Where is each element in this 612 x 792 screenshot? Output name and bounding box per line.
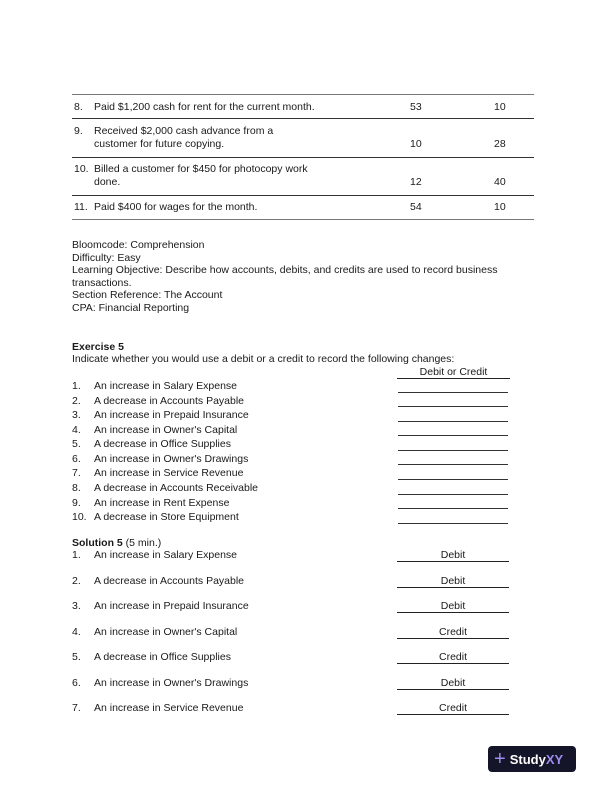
- item-number: 10.: [72, 511, 87, 523]
- item-number: 5.: [72, 438, 81, 450]
- table-rule: [72, 157, 534, 158]
- item-number: 4.: [72, 424, 81, 436]
- item-number: 6.: [72, 453, 81, 465]
- debit-account: 10: [410, 138, 422, 150]
- item-text: An increase in Service Revenue: [94, 467, 244, 479]
- item-number: 1.: [72, 380, 81, 392]
- section-reference: Section Reference: The Account: [72, 289, 223, 302]
- item-number: 3.: [72, 600, 81, 612]
- column-header: Debit or Credit: [397, 366, 510, 379]
- item-number: 6.: [72, 677, 81, 689]
- credit-account: 10: [494, 201, 506, 213]
- table-bottom-rule: [72, 219, 534, 220]
- table-top-rule: [72, 94, 534, 95]
- logo-text-accent: XY: [545, 751, 564, 767]
- answer-blank[interactable]: [398, 523, 508, 524]
- item-text: A decrease in Accounts Receivable: [94, 482, 259, 494]
- item-text: A decrease in Accounts Payable: [94, 575, 245, 587]
- debit-account: 54: [410, 201, 422, 213]
- item-text: A decrease in Office Supplies: [94, 651, 231, 663]
- answer-blank[interactable]: [398, 392, 508, 393]
- solution-heading: [72, 537, 161, 549]
- item-text: An increase in Owner's Drawings: [94, 677, 249, 689]
- item-number: 7.: [72, 467, 81, 479]
- item-number: 2.: [72, 395, 81, 407]
- row-description: Received $2,000 cash advance from a: [94, 125, 274, 137]
- answer-blank[interactable]: [398, 406, 508, 407]
- answer-value: Credit: [397, 702, 509, 715]
- row-number: 8.: [74, 101, 83, 113]
- credit-account: 40: [494, 176, 506, 188]
- plus-icon: +: [494, 748, 506, 770]
- answer-value: Credit: [397, 626, 509, 639]
- item-number: 5.: [72, 651, 81, 663]
- item-text: An increase in Prepaid Insurance: [94, 600, 249, 612]
- credit-account: 28: [494, 138, 506, 150]
- item-text: An increase in Service Revenue: [94, 702, 244, 714]
- row-description-cont: done.: [94, 176, 121, 188]
- table-rule: [72, 118, 534, 119]
- exercise-instruction: Indicate whether you would use a debit or a credit to record the following changes:: [72, 353, 455, 365]
- solution-title: Solution 5: [72, 537, 123, 549]
- answer-blank[interactable]: [398, 479, 508, 480]
- bloomcode: Bloomcode: Comprehension: [72, 239, 205, 251]
- answer-blank[interactable]: [398, 450, 508, 451]
- studyxy-logo[interactable]: [488, 746, 576, 772]
- answer-blank[interactable]: [398, 421, 508, 422]
- answer-blank[interactable]: [398, 494, 508, 495]
- answer-blank[interactable]: [398, 508, 508, 509]
- exercise-title: Exercise 5: [72, 341, 124, 353]
- row-description: Paid $400 for wages for the month.: [94, 201, 258, 213]
- debit-account: 12: [410, 176, 422, 188]
- row-description-cont: customer for future copying.: [94, 138, 225, 150]
- learning-objective-cont: transactions.: [72, 276, 132, 289]
- item-number: 9.: [72, 497, 81, 509]
- row-number: 9.: [74, 125, 83, 137]
- row-number: 11.: [74, 201, 88, 213]
- answer-blank[interactable]: [398, 435, 508, 436]
- learning-objective: Learning Objective: Describe how accounts, debits, and credits are used to record business: [72, 264, 498, 277]
- question-metadata: [72, 239, 542, 315]
- item-text: An increase in Owner's Capital: [94, 424, 238, 436]
- item-text: A decrease in Office Supplies: [94, 438, 231, 450]
- credit-account: 10: [494, 101, 506, 113]
- item-text: An increase in Owner's Capital: [94, 626, 238, 638]
- item-number: 2.: [72, 575, 81, 587]
- item-text: An increase in Salary Expense: [94, 549, 237, 561]
- table-rule: [72, 195, 534, 196]
- row-number: 10.: [74, 163, 89, 175]
- answer-value: Credit: [397, 651, 509, 664]
- answer-blank[interactable]: [398, 464, 508, 465]
- item-text: A decrease in Accounts Payable: [94, 395, 245, 407]
- item-number: 4.: [72, 626, 81, 638]
- answer-value: Debit: [397, 677, 509, 690]
- item-text: An increase in Owner's Drawings: [94, 453, 249, 465]
- item-number: 3.: [72, 409, 81, 421]
- item-number: 8.: [72, 482, 81, 494]
- answer-value: Debit: [397, 600, 509, 613]
- item-text: A decrease in Store Equipment: [94, 511, 239, 523]
- answer-value: Debit: [397, 549, 509, 562]
- item-number: 7.: [72, 702, 81, 714]
- item-text: An increase in Prepaid Insurance: [94, 409, 249, 421]
- logo-text-main: Study: [509, 751, 546, 767]
- cpa: CPA: Financial Reporting: [72, 301, 190, 314]
- solution-time: (5 min.): [122, 537, 162, 549]
- row-description: Billed a customer for $450 for photocopy work: [94, 163, 308, 175]
- item-text: An increase in Rent Expense: [94, 497, 230, 509]
- item-text: An increase in Salary Expense: [94, 380, 237, 392]
- row-description: Paid $1,200 cash for rent for the current month.: [94, 101, 315, 113]
- debit-account: 53: [410, 101, 422, 113]
- difficulty: Difficulty: Easy: [72, 251, 141, 264]
- item-number: 1.: [72, 549, 81, 561]
- answer-value: Debit: [397, 575, 509, 588]
